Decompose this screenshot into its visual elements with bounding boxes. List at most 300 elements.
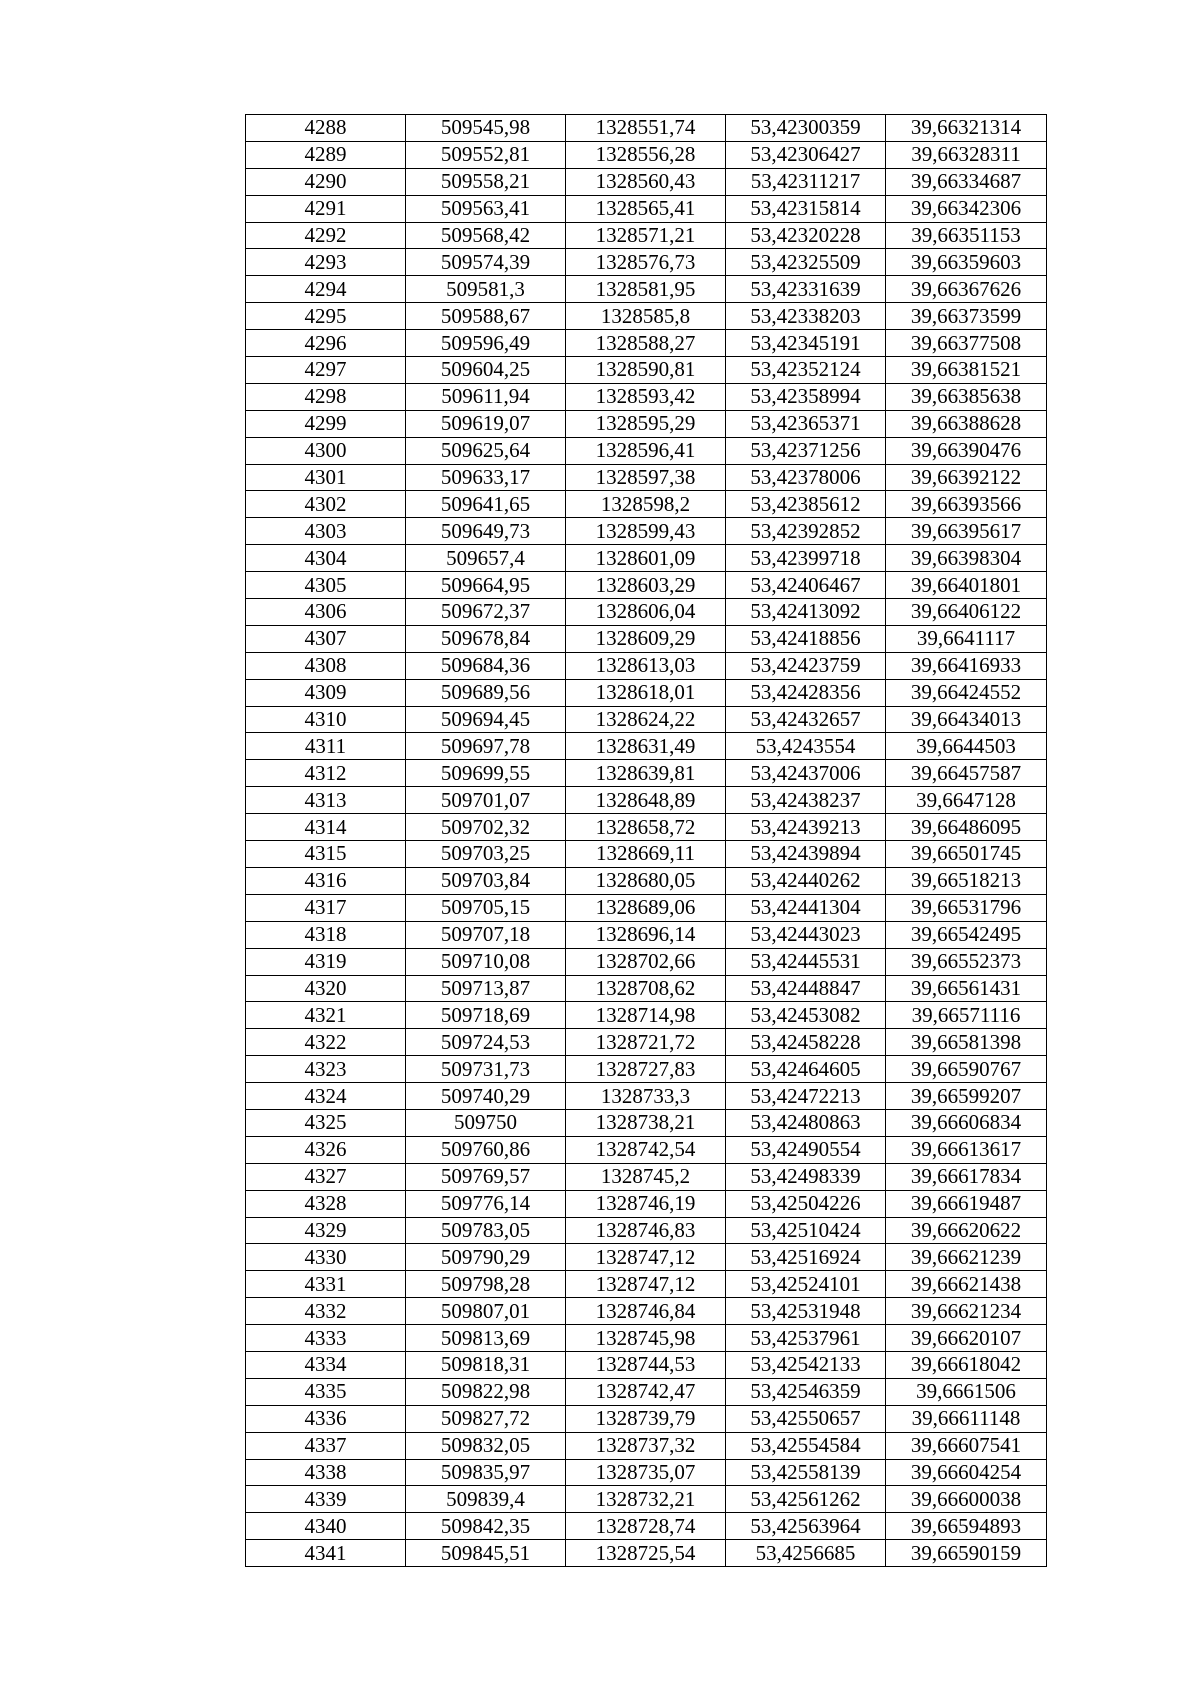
y-coordinate-cell: 1328648,89 <box>566 787 726 814</box>
table-row <box>246 1513 1047 1540</box>
y-coordinate-cell: 1328601,09 <box>566 545 726 572</box>
latitude-cell: 53,42352124 <box>726 357 886 384</box>
longitude-cell: 39,6641117 <box>886 625 1047 652</box>
table-row <box>246 383 1047 410</box>
point-number-cell: 4321 <box>246 1002 406 1029</box>
point-number-cell: 4324 <box>246 1083 406 1110</box>
point-number-cell: 4310 <box>246 706 406 733</box>
longitude-cell: 39,66334687 <box>886 168 1047 195</box>
y-coordinate-cell: 1328565,41 <box>566 195 726 222</box>
point-number-cell: 4294 <box>246 276 406 303</box>
point-number-cell: 4338 <box>246 1459 406 1486</box>
longitude-cell: 39,66613617 <box>886 1136 1047 1163</box>
y-coordinate-cell: 1328725,54 <box>566 1540 726 1567</box>
latitude-cell: 53,42300359 <box>726 115 886 142</box>
latitude-cell: 53,42558139 <box>726 1459 886 1486</box>
x-coordinate-cell: 509581,3 <box>406 276 566 303</box>
longitude-cell: 39,66398304 <box>886 545 1047 572</box>
y-coordinate-cell: 1328669,11 <box>566 841 726 868</box>
point-number-cell: 4297 <box>246 357 406 384</box>
x-coordinate-cell: 509604,25 <box>406 357 566 384</box>
point-number-cell: 4299 <box>246 410 406 437</box>
longitude-cell: 39,66619487 <box>886 1190 1047 1217</box>
x-coordinate-cell: 509664,95 <box>406 572 566 599</box>
y-coordinate-cell: 1328658,72 <box>566 814 726 841</box>
point-number-cell: 4322 <box>246 1029 406 1056</box>
point-number-cell: 4288 <box>246 115 406 142</box>
latitude-cell: 53,42448847 <box>726 975 886 1002</box>
table-row <box>246 1056 1047 1083</box>
table-row <box>246 706 1047 733</box>
y-coordinate-cell: 1328702,66 <box>566 948 726 975</box>
y-coordinate-cell: 1328747,12 <box>566 1244 726 1271</box>
y-coordinate-cell: 1328735,07 <box>566 1459 726 1486</box>
point-number-cell: 4340 <box>246 1513 406 1540</box>
point-number-cell: 4318 <box>246 921 406 948</box>
y-coordinate-cell: 1328631,49 <box>566 733 726 760</box>
y-coordinate-cell: 1328746,84 <box>566 1298 726 1325</box>
point-number-cell: 4298 <box>246 383 406 410</box>
x-coordinate-cell: 509588,67 <box>406 303 566 330</box>
point-number-cell: 4314 <box>246 814 406 841</box>
point-number-cell: 4307 <box>246 625 406 652</box>
latitude-cell: 53,42320228 <box>726 222 886 249</box>
longitude-cell: 39,66621438 <box>886 1271 1047 1298</box>
y-coordinate-cell: 1328606,04 <box>566 599 726 626</box>
latitude-cell: 53,42325509 <box>726 249 886 276</box>
table-row <box>246 1486 1047 1513</box>
table-row <box>246 787 1047 814</box>
y-coordinate-cell: 1328603,29 <box>566 572 726 599</box>
point-number-cell: 4335 <box>246 1378 406 1405</box>
x-coordinate-cell: 509689,56 <box>406 679 566 706</box>
table-row <box>246 141 1047 168</box>
y-coordinate-cell: 1328745,98 <box>566 1325 726 1352</box>
longitude-cell: 39,66620107 <box>886 1325 1047 1352</box>
x-coordinate-cell: 509641,65 <box>406 491 566 518</box>
table-row <box>246 1163 1047 1190</box>
table-row <box>246 249 1047 276</box>
table-row <box>246 464 1047 491</box>
point-number-cell: 4325 <box>246 1109 406 1136</box>
longitude-cell: 39,66590159 <box>886 1540 1047 1567</box>
latitude-cell: 53,42472213 <box>726 1083 886 1110</box>
latitude-cell: 53,42554584 <box>726 1432 886 1459</box>
x-coordinate-cell: 509769,57 <box>406 1163 566 1190</box>
point-number-cell: 4291 <box>246 195 406 222</box>
latitude-cell: 53,42458228 <box>726 1029 886 1056</box>
x-coordinate-cell: 509703,84 <box>406 867 566 894</box>
longitude-cell: 39,66542495 <box>886 921 1047 948</box>
latitude-cell: 53,42542133 <box>726 1351 886 1378</box>
longitude-cell: 39,66599207 <box>886 1083 1047 1110</box>
latitude-cell: 53,42306427 <box>726 141 886 168</box>
y-coordinate-cell: 1328732,21 <box>566 1486 726 1513</box>
point-number-cell: 4341 <box>246 1540 406 1567</box>
latitude-cell: 53,42480863 <box>726 1109 886 1136</box>
x-coordinate-cell: 509818,31 <box>406 1351 566 1378</box>
latitude-cell: 53,42365371 <box>726 410 886 437</box>
longitude-cell: 39,66342306 <box>886 195 1047 222</box>
longitude-cell: 39,66518213 <box>886 867 1047 894</box>
y-coordinate-cell: 1328593,42 <box>566 383 726 410</box>
longitude-cell: 39,66531796 <box>886 894 1047 921</box>
point-number-cell: 4304 <box>246 545 406 572</box>
latitude-cell: 53,42524101 <box>726 1271 886 1298</box>
x-coordinate-cell: 509827,72 <box>406 1405 566 1432</box>
x-coordinate-cell: 509703,25 <box>406 841 566 868</box>
latitude-cell: 53,42490554 <box>726 1136 886 1163</box>
longitude-cell: 39,66395617 <box>886 518 1047 545</box>
y-coordinate-cell: 1328560,43 <box>566 168 726 195</box>
point-number-cell: 4292 <box>246 222 406 249</box>
x-coordinate-cell: 509625,64 <box>406 437 566 464</box>
table-row <box>246 814 1047 841</box>
longitude-cell: 39,66377508 <box>886 330 1047 357</box>
y-coordinate-cell: 1328737,32 <box>566 1432 726 1459</box>
x-coordinate-cell: 509678,84 <box>406 625 566 652</box>
table-row <box>246 599 1047 626</box>
point-number-cell: 4332 <box>246 1298 406 1325</box>
latitude-cell: 53,42399718 <box>726 545 886 572</box>
point-number-cell: 4330 <box>246 1244 406 1271</box>
latitude-cell: 53,42561262 <box>726 1486 886 1513</box>
table-row <box>246 115 1047 142</box>
latitude-cell: 53,42423759 <box>726 652 886 679</box>
point-number-cell: 4331 <box>246 1271 406 1298</box>
table-row <box>246 1432 1047 1459</box>
x-coordinate-cell: 509776,14 <box>406 1190 566 1217</box>
point-number-cell: 4305 <box>246 572 406 599</box>
longitude-cell: 39,66571116 <box>886 1002 1047 1029</box>
longitude-cell: 39,66390476 <box>886 437 1047 464</box>
y-coordinate-cell: 1328596,41 <box>566 437 726 464</box>
latitude-cell: 53,42371256 <box>726 437 886 464</box>
table-row <box>246 168 1047 195</box>
latitude-cell: 53,42406467 <box>726 572 886 599</box>
latitude-cell: 53,42441304 <box>726 894 886 921</box>
x-coordinate-cell: 509619,07 <box>406 410 566 437</box>
longitude-cell: 39,66392122 <box>886 464 1047 491</box>
x-coordinate-cell: 509783,05 <box>406 1217 566 1244</box>
point-number-cell: 4296 <box>246 330 406 357</box>
coordinates-table-body <box>246 115 1047 1567</box>
latitude-cell: 53,42439894 <box>726 841 886 868</box>
latitude-cell: 53,42438237 <box>726 787 886 814</box>
table-row <box>246 948 1047 975</box>
table-row <box>246 894 1047 921</box>
x-coordinate-cell: 509740,29 <box>406 1083 566 1110</box>
longitude-cell: 39,66501745 <box>886 841 1047 868</box>
y-coordinate-cell: 1328590,81 <box>566 357 726 384</box>
latitude-cell: 53,4256685 <box>726 1540 886 1567</box>
longitude-cell: 39,66561431 <box>886 975 1047 1002</box>
longitude-cell: 39,66434013 <box>886 706 1047 733</box>
longitude-cell: 39,66607541 <box>886 1432 1047 1459</box>
x-coordinate-cell: 509813,69 <box>406 1325 566 1352</box>
x-coordinate-cell: 509713,87 <box>406 975 566 1002</box>
x-coordinate-cell: 509672,37 <box>406 599 566 626</box>
x-coordinate-cell: 509822,98 <box>406 1378 566 1405</box>
longitude-cell: 39,66606834 <box>886 1109 1047 1136</box>
table-row <box>246 437 1047 464</box>
x-coordinate-cell: 509611,94 <box>406 383 566 410</box>
longitude-cell: 39,66486095 <box>886 814 1047 841</box>
latitude-cell: 53,42338203 <box>726 303 886 330</box>
table-row <box>246 1325 1047 1352</box>
table-row <box>246 1459 1047 1486</box>
longitude-cell: 39,66457587 <box>886 760 1047 787</box>
y-coordinate-cell: 1328714,98 <box>566 1002 726 1029</box>
y-coordinate-cell: 1328747,12 <box>566 1271 726 1298</box>
point-number-cell: 4295 <box>246 303 406 330</box>
x-coordinate-cell: 509558,21 <box>406 168 566 195</box>
point-number-cell: 4300 <box>246 437 406 464</box>
x-coordinate-cell: 509710,08 <box>406 948 566 975</box>
longitude-cell: 39,66406122 <box>886 599 1047 626</box>
table-row <box>246 491 1047 518</box>
point-number-cell: 4303 <box>246 518 406 545</box>
point-number-cell: 4293 <box>246 249 406 276</box>
table-row <box>246 1351 1047 1378</box>
longitude-cell: 39,66552373 <box>886 948 1047 975</box>
latitude-cell: 53,42437006 <box>726 760 886 787</box>
longitude-cell: 39,66590767 <box>886 1056 1047 1083</box>
point-number-cell: 4315 <box>246 841 406 868</box>
table-row <box>246 410 1047 437</box>
point-number-cell: 4333 <box>246 1325 406 1352</box>
x-coordinate-cell: 509649,73 <box>406 518 566 545</box>
point-number-cell: 4319 <box>246 948 406 975</box>
table-row <box>246 572 1047 599</box>
latitude-cell: 53,42546359 <box>726 1378 886 1405</box>
longitude-cell: 39,66600038 <box>886 1486 1047 1513</box>
y-coordinate-cell: 1328576,73 <box>566 249 726 276</box>
x-coordinate-cell: 509684,36 <box>406 652 566 679</box>
x-coordinate-cell: 509707,18 <box>406 921 566 948</box>
table-row <box>246 1136 1047 1163</box>
longitude-cell: 39,66620622 <box>886 1217 1047 1244</box>
x-coordinate-cell: 509545,98 <box>406 115 566 142</box>
point-number-cell: 4316 <box>246 867 406 894</box>
x-coordinate-cell: 509750 <box>406 1109 566 1136</box>
x-coordinate-cell: 509694,45 <box>406 706 566 733</box>
table-row <box>246 1190 1047 1217</box>
latitude-cell: 53,42315814 <box>726 195 886 222</box>
table-row <box>246 760 1047 787</box>
point-number-cell: 4317 <box>246 894 406 921</box>
latitude-cell: 53,42432657 <box>726 706 886 733</box>
latitude-cell: 53,42358994 <box>726 383 886 410</box>
table-row <box>246 1217 1047 1244</box>
table-row <box>246 975 1047 1002</box>
longitude-cell: 39,66621239 <box>886 1244 1047 1271</box>
coordinates-table <box>245 114 1047 1567</box>
table-row <box>246 222 1047 249</box>
x-coordinate-cell: 509701,07 <box>406 787 566 814</box>
longitude-cell: 39,66594893 <box>886 1513 1047 1540</box>
y-coordinate-cell: 1328613,03 <box>566 652 726 679</box>
latitude-cell: 53,42443023 <box>726 921 886 948</box>
longitude-cell: 39,66385638 <box>886 383 1047 410</box>
x-coordinate-cell: 509702,32 <box>406 814 566 841</box>
y-coordinate-cell: 1328551,74 <box>566 115 726 142</box>
table-row <box>246 195 1047 222</box>
x-coordinate-cell: 509790,29 <box>406 1244 566 1271</box>
latitude-cell: 53,42516924 <box>726 1244 886 1271</box>
y-coordinate-cell: 1328738,21 <box>566 1109 726 1136</box>
longitude-cell: 39,66381521 <box>886 357 1047 384</box>
point-number-cell: 4328 <box>246 1190 406 1217</box>
y-coordinate-cell: 1328696,14 <box>566 921 726 948</box>
latitude-cell: 53,42563964 <box>726 1513 886 1540</box>
y-coordinate-cell: 1328739,79 <box>566 1405 726 1432</box>
x-coordinate-cell: 509633,17 <box>406 464 566 491</box>
table-row <box>246 303 1047 330</box>
x-coordinate-cell: 509705,15 <box>406 894 566 921</box>
y-coordinate-cell: 1328742,54 <box>566 1136 726 1163</box>
y-coordinate-cell: 1328745,2 <box>566 1163 726 1190</box>
x-coordinate-cell: 509842,35 <box>406 1513 566 1540</box>
y-coordinate-cell: 1328733,3 <box>566 1083 726 1110</box>
longitude-cell: 39,66401801 <box>886 572 1047 599</box>
y-coordinate-cell: 1328680,05 <box>566 867 726 894</box>
latitude-cell: 53,42440262 <box>726 867 886 894</box>
table-row <box>246 545 1047 572</box>
latitude-cell: 53,42439213 <box>726 814 886 841</box>
latitude-cell: 53,42345191 <box>726 330 886 357</box>
latitude-cell: 53,42428356 <box>726 679 886 706</box>
point-number-cell: 4323 <box>246 1056 406 1083</box>
latitude-cell: 53,42385612 <box>726 491 886 518</box>
longitude-cell: 39,6644503 <box>886 733 1047 760</box>
y-coordinate-cell: 1328746,83 <box>566 1217 726 1244</box>
longitude-cell: 39,66621234 <box>886 1298 1047 1325</box>
longitude-cell: 39,66617834 <box>886 1163 1047 1190</box>
x-coordinate-cell: 509731,73 <box>406 1056 566 1083</box>
table-row <box>246 625 1047 652</box>
longitude-cell: 39,66618042 <box>886 1351 1047 1378</box>
latitude-cell: 53,42510424 <box>726 1217 886 1244</box>
point-number-cell: 4326 <box>246 1136 406 1163</box>
point-number-cell: 4289 <box>246 141 406 168</box>
longitude-cell: 39,66393566 <box>886 491 1047 518</box>
latitude-cell: 53,42550657 <box>726 1405 886 1432</box>
y-coordinate-cell: 1328744,53 <box>566 1351 726 1378</box>
y-coordinate-cell: 1328597,38 <box>566 464 726 491</box>
table-row <box>246 1405 1047 1432</box>
longitude-cell: 39,66373599 <box>886 303 1047 330</box>
x-coordinate-cell: 509699,55 <box>406 760 566 787</box>
x-coordinate-cell: 509798,28 <box>406 1271 566 1298</box>
y-coordinate-cell: 1328595,29 <box>566 410 726 437</box>
y-coordinate-cell: 1328598,2 <box>566 491 726 518</box>
latitude-cell: 53,42413092 <box>726 599 886 626</box>
y-coordinate-cell: 1328689,06 <box>566 894 726 921</box>
y-coordinate-cell: 1328624,22 <box>566 706 726 733</box>
latitude-cell: 53,42453082 <box>726 1002 886 1029</box>
table-row <box>246 733 1047 760</box>
longitude-cell: 39,66611148 <box>886 1405 1047 1432</box>
y-coordinate-cell: 1328727,83 <box>566 1056 726 1083</box>
table-row <box>246 652 1047 679</box>
latitude-cell: 53,42464605 <box>726 1056 886 1083</box>
y-coordinate-cell: 1328639,81 <box>566 760 726 787</box>
table-row <box>246 518 1047 545</box>
point-number-cell: 4306 <box>246 599 406 626</box>
table-row <box>246 1244 1047 1271</box>
x-coordinate-cell: 509718,69 <box>406 1002 566 1029</box>
point-number-cell: 4336 <box>246 1405 406 1432</box>
longitude-cell: 39,66416933 <box>886 652 1047 679</box>
table-row <box>246 921 1047 948</box>
table-row <box>246 1298 1047 1325</box>
y-coordinate-cell: 1328581,95 <box>566 276 726 303</box>
point-number-cell: 4311 <box>246 733 406 760</box>
point-number-cell: 4334 <box>246 1351 406 1378</box>
point-number-cell: 4301 <box>246 464 406 491</box>
y-coordinate-cell: 1328599,43 <box>566 518 726 545</box>
table-row <box>246 1002 1047 1029</box>
longitude-cell: 39,66367626 <box>886 276 1047 303</box>
y-coordinate-cell: 1328588,27 <box>566 330 726 357</box>
x-coordinate-cell: 509807,01 <box>406 1298 566 1325</box>
longitude-cell: 39,66328311 <box>886 141 1047 168</box>
table-row <box>246 1109 1047 1136</box>
latitude-cell: 53,42311217 <box>726 168 886 195</box>
latitude-cell: 53,42392852 <box>726 518 886 545</box>
latitude-cell: 53,42531948 <box>726 1298 886 1325</box>
table-row <box>246 1378 1047 1405</box>
table-row <box>246 330 1047 357</box>
y-coordinate-cell: 1328728,74 <box>566 1513 726 1540</box>
x-coordinate-cell: 509760,86 <box>406 1136 566 1163</box>
longitude-cell: 39,6661506 <box>886 1378 1047 1405</box>
longitude-cell: 39,66321314 <box>886 115 1047 142</box>
table-row <box>246 1540 1047 1567</box>
x-coordinate-cell: 509563,41 <box>406 195 566 222</box>
y-coordinate-cell: 1328746,19 <box>566 1190 726 1217</box>
longitude-cell: 39,6647128 <box>886 787 1047 814</box>
longitude-cell: 39,66604254 <box>886 1459 1047 1486</box>
x-coordinate-cell: 509832,05 <box>406 1432 566 1459</box>
x-coordinate-cell: 509657,4 <box>406 545 566 572</box>
x-coordinate-cell: 509839,4 <box>406 1486 566 1513</box>
latitude-cell: 53,42445531 <box>726 948 886 975</box>
table-row <box>246 841 1047 868</box>
point-number-cell: 4290 <box>246 168 406 195</box>
point-number-cell: 4308 <box>246 652 406 679</box>
point-number-cell: 4329 <box>246 1217 406 1244</box>
latitude-cell: 53,42378006 <box>726 464 886 491</box>
table-row <box>246 679 1047 706</box>
y-coordinate-cell: 1328742,47 <box>566 1378 726 1405</box>
x-coordinate-cell: 509724,53 <box>406 1029 566 1056</box>
longitude-cell: 39,66424552 <box>886 679 1047 706</box>
table-row <box>246 357 1047 384</box>
x-coordinate-cell: 509574,39 <box>406 249 566 276</box>
x-coordinate-cell: 509552,81 <box>406 141 566 168</box>
table-row <box>246 1083 1047 1110</box>
longitude-cell: 39,66388628 <box>886 410 1047 437</box>
y-coordinate-cell: 1328571,21 <box>566 222 726 249</box>
y-coordinate-cell: 1328618,01 <box>566 679 726 706</box>
y-coordinate-cell: 1328609,29 <box>566 625 726 652</box>
x-coordinate-cell: 509697,78 <box>406 733 566 760</box>
point-number-cell: 4312 <box>246 760 406 787</box>
longitude-cell: 39,66351153 <box>886 222 1047 249</box>
point-number-cell: 4339 <box>246 1486 406 1513</box>
